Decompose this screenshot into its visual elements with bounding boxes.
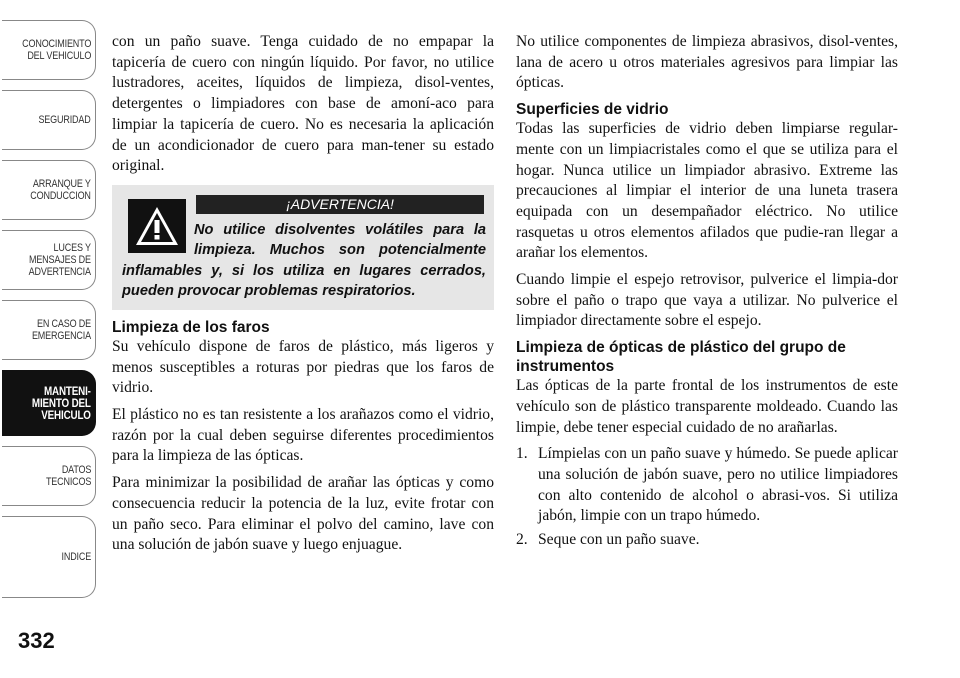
tab-label: CONOCIMIENTO DEL VEHICULO xyxy=(21,38,91,62)
section-heading: Limpieza de los faros xyxy=(112,318,270,336)
tab-label: SEGURIDAD xyxy=(38,114,91,126)
paragraph: Para minimizar la posibilidad de arañar las ópticas y como consecuencia reducir la potencia de la luz, evite frotar con un paño seco. Para eliminar el polvo del camino, lave con una solución de jabón suave y luego enjuague. xyxy=(112,474,494,554)
paragraph: Todas las superficies de vidrio deben limpiarse regular-mente con un limpiacristales como el que se utiliza para el hogar. Nunca utilice un limpiador abrasivo. Extreme las precauciones al limpiar el interior de una luneta trasera equipada con un desempañador eléctrico. No utilice rasquetas u otros elementos afilados que pudie-ran llegar a arañar los elementos. xyxy=(516,120,898,262)
tab-label: DATOS TECNICOS xyxy=(45,464,91,488)
left-column xyxy=(112,32,494,562)
section-heading: Limpieza de ópticas de plástico del grupo de instrumentos xyxy=(516,339,846,376)
paragraph: con un paño suave. Tenga cuidado de no empapar la tapicería de cuero con ningún líquido. Por favor, no utilice lustradores, aceites, líquidos de limpieza, disol-ventes, detergentes o limpiadores con base de amoní-aco para limpiar la tapicería de cuero. No es necesaria la aplicación de un acondicionador de cuero para man-tener su estado original. xyxy=(112,33,494,175)
warning-text: No utilice disolventes volátiles para la limpieza. Muchos son potencialmente inflamables y, si los utiliza en lugares cerrados, pueden provocar problemas respiratorios. xyxy=(122,221,486,300)
right-column xyxy=(516,32,898,554)
tab-datos[interactable] xyxy=(2,446,96,506)
page-number: 332 xyxy=(18,628,55,653)
step-text: Seque con un paño suave. xyxy=(538,531,700,549)
paragraph: No utilice componentes de limpieza abrasivos, disol-ventes, lana de acero u otros materiales agresivos para limpiar las ópticas. xyxy=(516,33,898,92)
tab-emergencia[interactable] xyxy=(2,300,96,360)
step-number: 2. xyxy=(516,531,528,549)
tab-label: EN CASO DE EMERGENCIA xyxy=(31,318,91,342)
warning-triangle-icon xyxy=(128,199,186,253)
tab-label: LUCES Y MENSAJES DE ADVERTENCIA xyxy=(28,242,91,278)
tab-label: INDICE xyxy=(61,551,91,563)
tab-label: MANTENI- MIENTO DEL VEHICULO xyxy=(32,384,91,422)
paragraph: Las ópticas de la parte frontal de los instrumentos de este vehículo son de plástico transparente moldeado. Cuando las limpie, debe tener especial cuidado de no arañarlas. xyxy=(516,377,898,436)
warning-title: ¡ADVERTENCIA! xyxy=(196,195,484,214)
warning-box xyxy=(112,185,494,310)
step-number: 1. xyxy=(516,445,528,463)
tab-seguridad[interactable] xyxy=(2,90,96,150)
tab-luces[interactable] xyxy=(2,230,96,290)
tab-arranque[interactable] xyxy=(2,160,96,220)
section-heading: Superficies de vidrio xyxy=(516,101,669,119)
paragraph: Su vehículo dispone de faros de plástico, más ligeros y menos susceptibles a roturas por piedras que los faros de vidrio. xyxy=(112,337,494,397)
tab-mantenimiento[interactable] xyxy=(2,370,96,436)
list-item xyxy=(516,444,898,527)
tab-indice[interactable] xyxy=(2,516,96,598)
tab-label: ARRANQUE Y CONDUCCION xyxy=(30,178,91,202)
step-text: Límpielas con un paño suave y húmedo. Se puede aplicar una solución de jabón suave, pero no utilice limpiadores con alto contenido de alcohol o abrasi-vos. Si utiliza jabón, limpie con un trapo húmedo. xyxy=(538,445,898,525)
steps-list xyxy=(516,444,898,551)
paragraph: El plástico no es tan resistente a los arañazos como el vidrio, razón por la cual deben seguirse diferentes procedimientos para la limpieza de las ópticas. xyxy=(112,406,494,465)
paragraph: Cuando limpie el espejo retrovisor, pulverice el limpia-dor sobre el paño o trapo que vaya a utilizar. No pulverice el limpiador directamente sobre el espejo. xyxy=(516,271,898,330)
list-item xyxy=(516,530,898,551)
tab-conocimiento[interactable] xyxy=(2,20,96,80)
